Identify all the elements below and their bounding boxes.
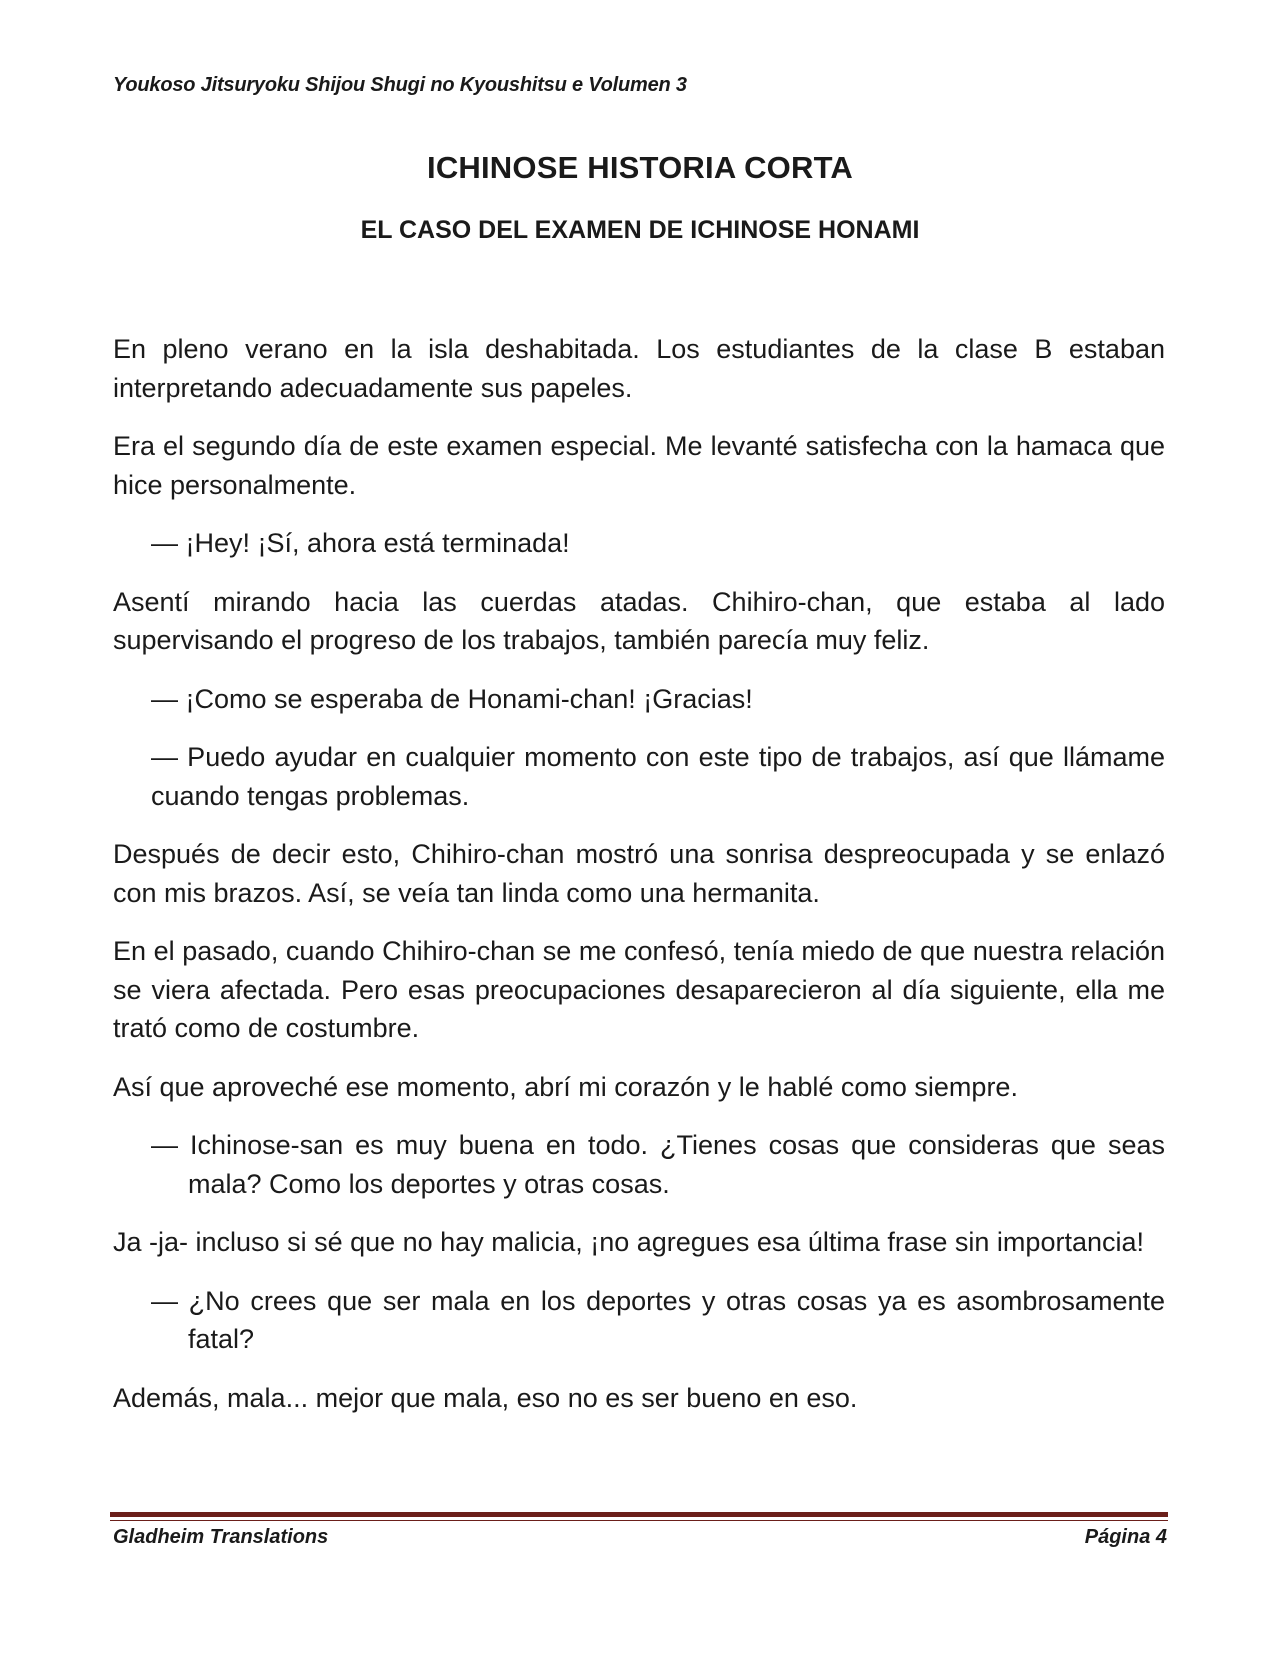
chapter-title: ICHINOSE HISTORIA CORTA — [427, 150, 853, 185]
dialogue-line: — Puedo ayudar en cualquier momento con este tipo de trabajos, así que llámame cuando tengas problemas. — [151, 742, 1165, 811]
dialogue-line: — ¡Hey! ¡Sí, ahora está terminada! — [151, 528, 570, 558]
paragraph: En el pasado, cuando Chihiro-chan se me confesó, tenía miedo de que nuestra relación se viera afectada. Pero esas preocupaciones desaparecieron al día siguiente, ella me trató como de costumbre. — [113, 936, 1165, 1043]
footer-divider — [110, 1512, 1168, 1517]
body-text — [113, 330, 1165, 1437]
paragraph: Asentí mirando hacia las cuerdas atadas. Chihiro-chan, que estaba al lado supervisando el progreso de los trabajos, también parecía muy feliz. — [113, 586, 1165, 655]
page-number: Página 4 — [1084, 1526, 1167, 1548]
footer-divider-thin — [110, 1520, 1168, 1521]
dialogue-line: — ¿No crees que ser mala en los deportes y otras cosas ya es asombrosamente fatal? — [151, 1285, 1165, 1354]
running-header: Youkoso Jitsuryoku Shijou Shugi no Kyoushitsu e Volumen 3 — [113, 74, 687, 96]
paragraph: Era el segundo día de este examen especial. Me levanté satisfecha con la hamaca que hice personalmente. — [113, 431, 1165, 500]
paragraph: Así que aproveché ese momento, abrí mi corazón y le hablé como siempre. — [113, 1071, 1018, 1102]
paragraph: Después de decir esto, Chihiro-chan mostró una sonrisa despreocupada y se enlazó con mis brazos. Así, se veía tan linda como una hermanita. — [113, 839, 1165, 908]
chapter-subtitle: EL CASO DEL EXAMEN DE ICHINOSE HONAMI — [360, 216, 920, 244]
paragraph: En pleno verano en la isla deshabitada. Los estudiantes de la clase B estaban interpretando adecuadamente sus papeles. — [113, 334, 1165, 403]
paragraph: Ja -ja- incluso si sé que no hay malicia, ¡no agregues esa última frase sin importancia! — [113, 1227, 1144, 1257]
paragraph: Además, mala... mejor que mala, eso no es ser bueno en eso. — [113, 1382, 858, 1413]
dialogue-line: — ¡Como se esperaba de Honami-chan! ¡Gracias! — [151, 683, 753, 714]
footer-publisher: Gladheim Translations — [113, 1526, 329, 1548]
dialogue-line: — Ichinose-san es muy buena en todo. ¿Tienes cosas que consideras que seas mala? Como los deportes y otras cosas. — [151, 1130, 1165, 1199]
